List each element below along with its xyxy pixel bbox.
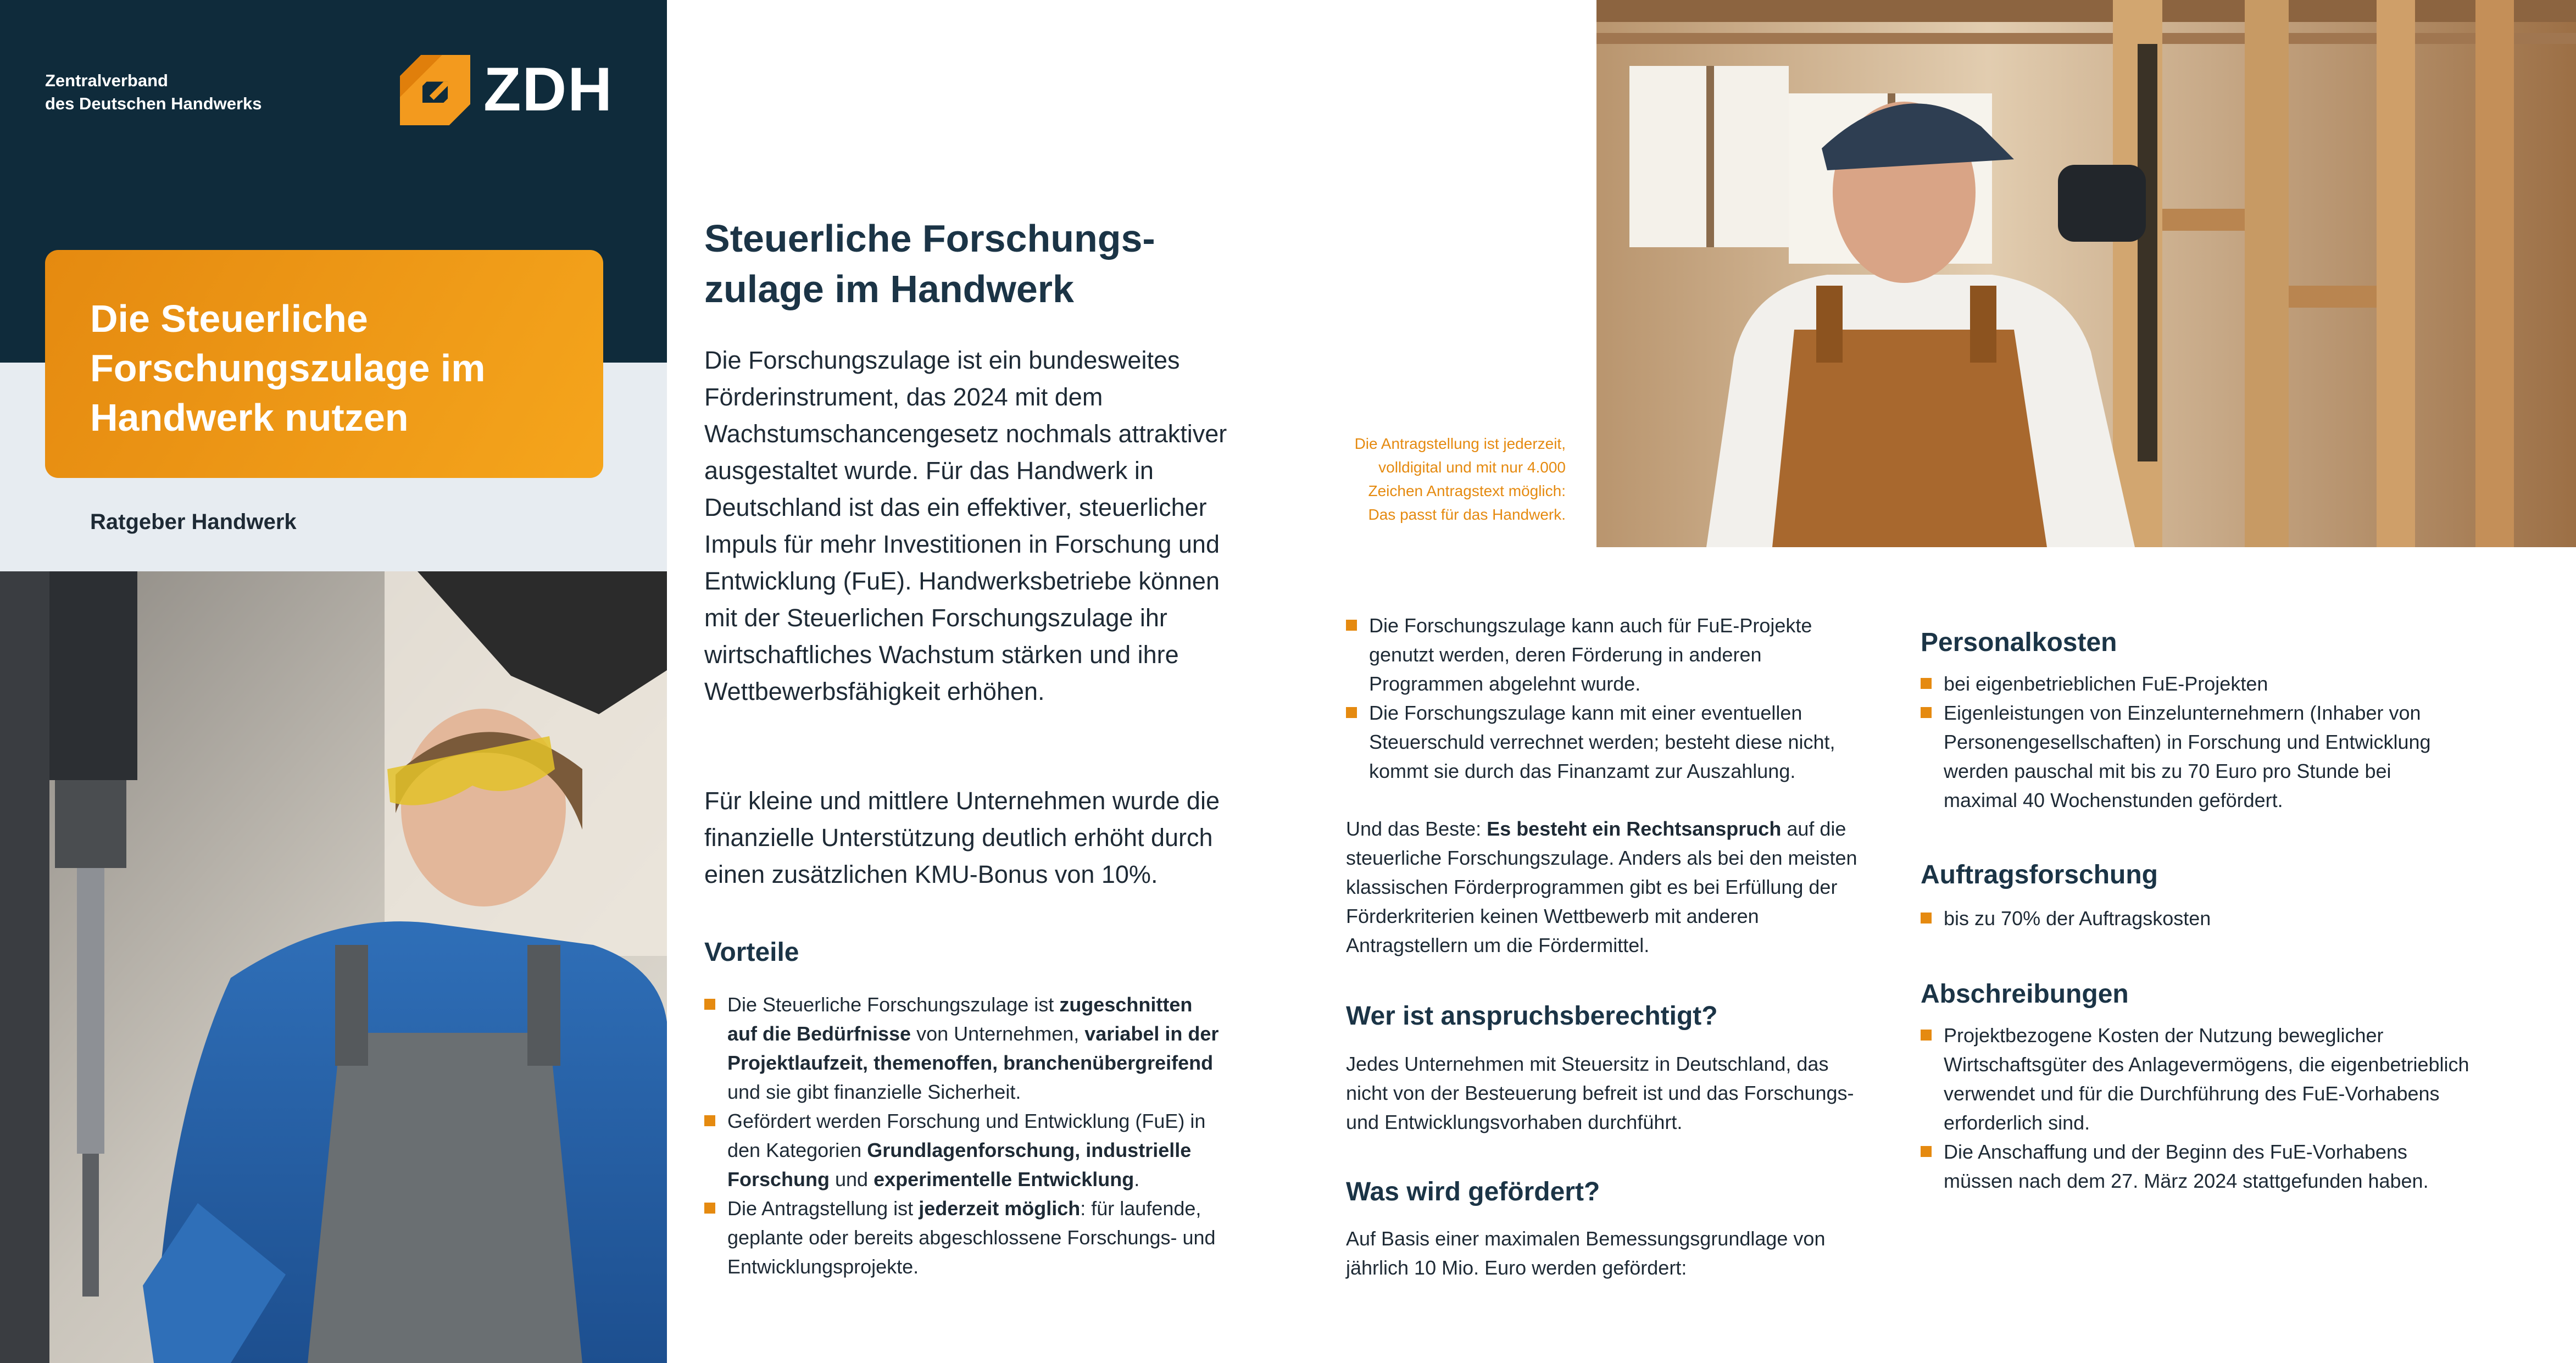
- list-item: Die Forschungszulage kann auch für FuE-Projekte genutzt werden, deren Förderung in anderen Programmen abgelehnt wurde.: [1346, 611, 1868, 698]
- intro-paragraph: Die Forschungszulage ist ein bundesweites Förderinstrument, das 2024 mit dem Wachstumschancengesetz nochmals attraktiver ausgestaltet wurde. Für das Handwerk in Deutschland ist das ein effektiver, steuerlicher Impuls für mehr Investitionen in Forschung und Entwicklung (FuE). Handwerksbetriebe können mit der Steuerlichen Forschungszulage ihr wirtschaftliches Wachstum stärken und ihre Wettbewerbsfähigkeit erhöhen.: [704, 346, 1227, 705]
- photo-caption: Die Antragstellung ist jederzeit, volldigital und mit nur 4.000 Zeichen Antragstext möglich: Das passt für das Handwerk.: [1354, 435, 1566, 523]
- organization-name: Zentralverband des Deutschen Handwerks: [45, 71, 262, 113]
- list-item: Die Steuerliche Forschungszulage ist zugeschnitten auf die Bedürfnisse von Unternehmen, variabel in der Projektlaufzeit, themenoffen, branchenübergreifend und sie gibt finanzielle Sicherheit.: [704, 990, 1226, 1106]
- cover-subtitle-card: [45, 478, 603, 566]
- list-item: Projektbezogene Kosten der Nutzung beweglicher Wirtschaftsgüter des Anlagevermögens, die eigenbetrieblich verwendet und für die Durchführung des FuE-Vorhabens erforderlich sind.: [1921, 1021, 2470, 1137]
- forschungszulage-list: [1346, 611, 1868, 786]
- list-item: bei eigenbetrieblichen FuE-Projekten: [1921, 669, 2470, 698]
- cover-title-card: [45, 250, 603, 478]
- personalkosten-heading: Personalkosten: [1921, 628, 2117, 657]
- zdh-logo-text: ZDH: [483, 55, 614, 124]
- list-item: Gefördert werden Forschung und Entwicklung (FuE) in den Kategorien Grundlagenforschung, industrielle Forschung und experimentelle Entwicklung.: [704, 1106, 1226, 1194]
- auftragsforschung-list: [1921, 904, 2470, 933]
- abschreibungen-list: [1921, 1021, 2470, 1195]
- cover-title: Die Steuerliche Forschungszulage im Handwerk nutzen: [90, 297, 486, 439]
- anspruchsberechtigt-heading: Wer ist anspruchsberechtigt?: [1346, 1002, 1718, 1031]
- list-item: Die Antragstellung ist jederzeit möglich: für laufende, geplante oder bereits abgeschlossene Forschungs- und Entwicklungsprojekte.: [704, 1194, 1226, 1281]
- carpenter-with-spirit-level-photo: [1596, 0, 2576, 547]
- vorteile-heading: Vorteile: [704, 938, 799, 967]
- rechtsanspruch-paragraph: Und das Beste: Es besteht ein Rechtsanspruch auf die steuerliche Forschungszulage. Anders als bei den meisten klassischen Förderprogrammen gibt es bei Erfüllung der Förderkriterien keinen Wettbewerb mit anderen Antragstellern um die Fördermittel.: [1346, 817, 1857, 956]
- list-item: Die Anschaffung und der Beginn des FuE-Vorhabens müssen nach dem 27. März 2024 stattgefunden haben.: [1921, 1137, 2470, 1195]
- list-item: Eigenleistungen von Einzelunternehmern (Inhaber von Personengesellschaften) in Forschung und Entwicklung werden pauschal mit bis zu 70 Euro pro Stunde bei maximal 40 Wochenstunden gefördert.: [1921, 698, 2470, 815]
- gefoerdert-heading: Was wird gefördert?: [1346, 1177, 1600, 1206]
- anspruchsberechtigt-text: Jedes Unternehmen mit Steuersitz in Deutschland, das nicht von der Besteuerung befreit ist und das Forschungs- und Entwicklungsvorhaben durchführt.: [1346, 1053, 1854, 1133]
- list-item: bis zu 70% der Auftragskosten: [1921, 904, 2470, 933]
- abschreibungen-heading: Abschreibungen: [1921, 980, 2129, 1009]
- cover-panel: [0, 0, 667, 1363]
- vorteile-list: [704, 990, 1226, 1281]
- woman-at-drill-press-photo: [0, 571, 667, 1363]
- auftragsforschung-heading: Auftragsforschung: [1921, 860, 2158, 889]
- personalkosten-list: [1921, 669, 2470, 815]
- list-item: Die Forschungszulage kann mit einer eventuellen Steuerschuld verrechnet werden; besteht diese nicht, kommt sie durch das Finanzamt zur Auszahlung.: [1346, 698, 1868, 786]
- zdh-logo-icon: [400, 55, 470, 125]
- main-title: Steuerliche Forschungs- zulage im Handwerk: [704, 217, 1155, 310]
- cover-subtitle: Ratgeber Handwerk: [90, 510, 297, 534]
- kmu-bonus-paragraph: Für kleine und mittlere Unternehmen wurde die finanzielle Unterstützung deutlich erhöht durch einen zusätzlichen KMU-Bonus von 10%.: [704, 787, 1220, 888]
- gefoerdert-text: Auf Basis einer maximalen Bemessungsgrundlage von jährlich 10 Mio. Euro werden gefördert:: [1346, 1227, 1826, 1279]
